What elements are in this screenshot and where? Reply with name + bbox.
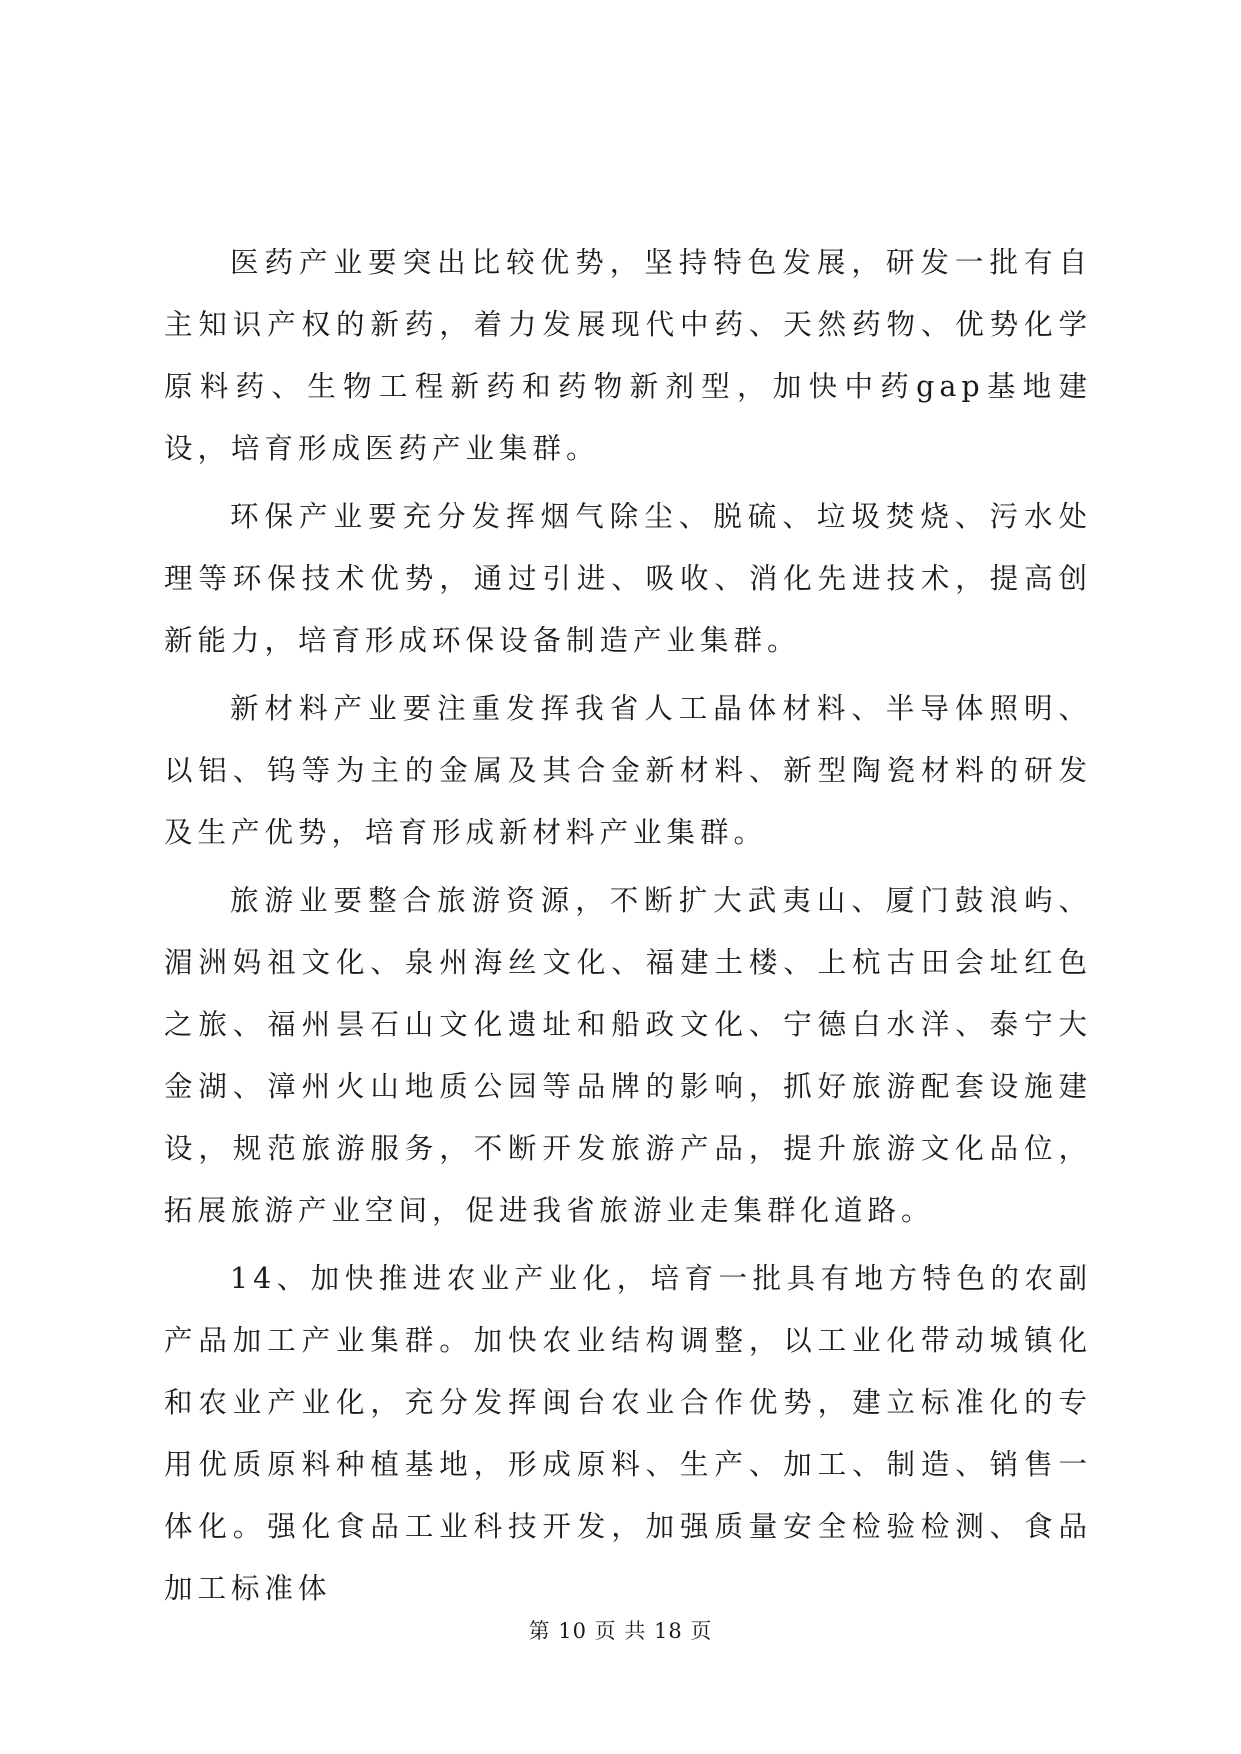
paragraph-pharmaceutical: 医药产业要突出比较优势，坚持特色发展，研发一批有自主知识产权的新药，着力发展现代中药、天然药物、优势化学原料药、生物工程新药和药物新剂型，加快中药gap基地建设，培育形成医药产业集群。 [164, 246, 1092, 465]
paragraph-tourism: 旅游业要整合旅游资源，不断扩大武夷山、厦门鼓浪屿、湄洲妈祖文化、泉州海丝文化、福建土楼、上杭古田会址红色之旅、福州昙石山文化遗址和船政文化、宁德白水洋、泰宁大金湖、漳州火山地质公园等品牌的影响，抓好旅游配套设施建设，规范旅游服务，不断开发旅游产品，提升旅游文化品位，拓展旅游产业空间，促进我省旅游业走集群化道路。 [164, 884, 1092, 1227]
paragraph-agriculture: 14、加快推进农业产业化，培育一批具有地方特色的农副产品加工产业集群。加快农业结构调整，以工业化带动城镇化和农业产业化，充分发挥闽台农业合作优势，建立标准化的专用优质原料种植基地，形成原料、生产、加工、制造、销售一体化。强化食品工业科技开发，加强质量安全检验检测、食品加工标准体 [164, 1262, 1092, 1605]
page-number-footer: 第 10 页 共 18 页 [528, 1619, 713, 1643]
paragraph-new-materials: 新材料产业要注重发挥我省人工晶体材料、半导体照明、以铝、钨等为主的金属及其合金新材料、新型陶瓷材料的研发及生产优势，培育形成新材料产业集群。 [164, 692, 1092, 849]
document-body [164, 232, 1092, 1620]
paragraph-environmental: 环保产业要充分发挥烟气除尘、脱硫、垃圾焚烧、污水处理等环保技术优势，通过引进、吸收、消化先进技术，提高创新能力，培育形成环保设备制造产业集群。 [164, 500, 1092, 657]
